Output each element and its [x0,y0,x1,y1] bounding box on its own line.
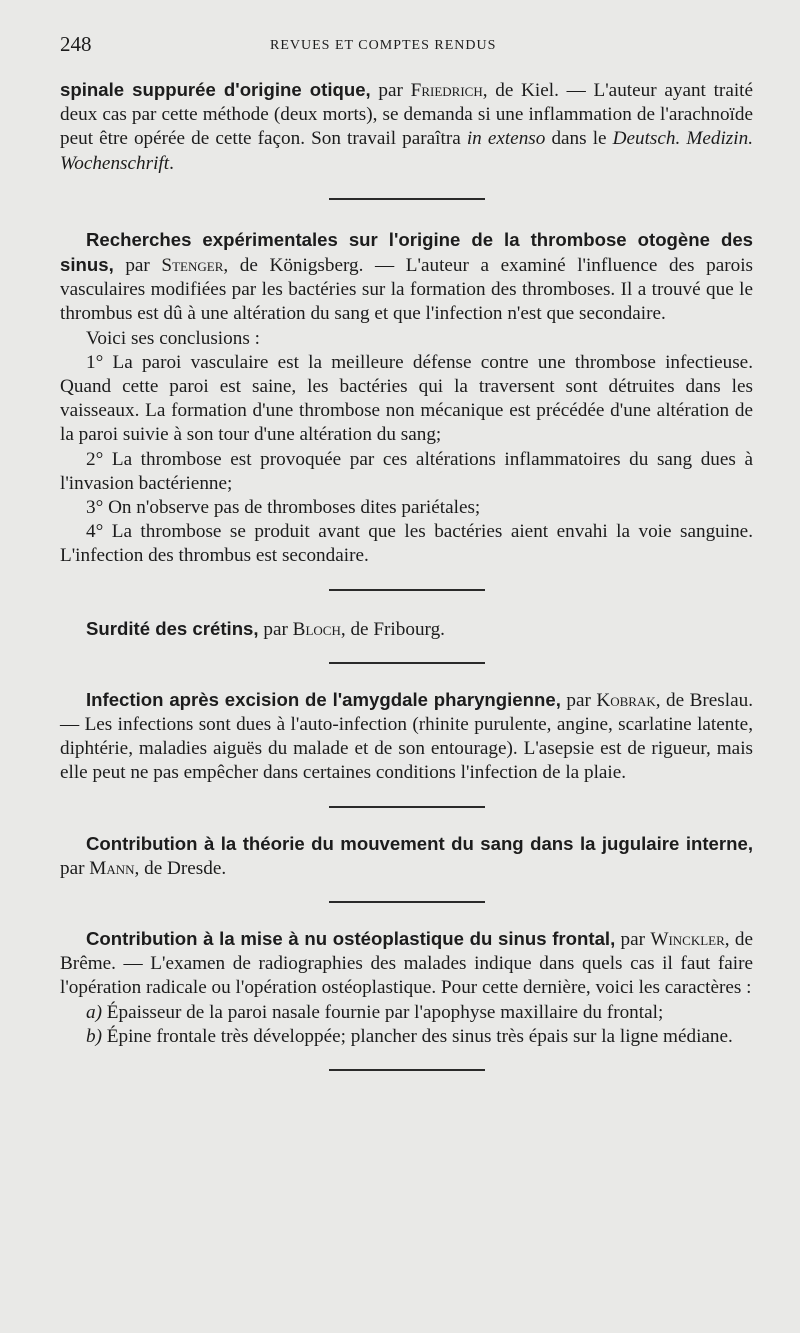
conclusion-item: 1° La paroi vasculaire est la meilleure défense contre une thrombose infectieuse. Quand cette paroi est saine, les bactéries qui la traversent sont détruites dans les vaisseaux. La formation d'une thrombose non mécanique est précédée d'une altération de la paroi suivie à son tour d'une altération du sang; [60,351,753,446]
page-number: 248 [60,32,92,56]
article-friedrich: spinale suppurée d'origine otique, par Friedrich, de Kiel. — L'auteur ayant traité deux cas par cette méthode (deux morts), se demanda si une inflammation de l'arachnoïde peut être opérée de cette façon. Son travail paraîtra in extenso dans le Deutsch. Medizin. Wochenschrift. [60,79,754,174]
article-bloch: Surdité des crétins, par Bloch, de Fribourg. [86,617,445,640]
characteristic-item: a) Épaisseur de la paroi nasale fournie par l'apophyse maxillaire du frontal; [86,1001,664,1023]
section-divider [329,1069,485,1071]
article-title: Contribution à la mise à nu ostéoplastique du sinus frontal, [86,928,616,950]
article-title: spinale suppurée d'origine otique, [60,79,371,100]
running-head: REVUES ET COMPTES RENDUS [270,38,497,53]
article-title: Infection après excision de l'amygdale pharyngienne, [86,688,561,710]
article-title: Contribution à la théorie du mouvement du sang dans la jugulaire interne, [86,832,753,854]
page-body [60,78,753,1071]
conclusion-item: 2° La thrombose est provoquée par ces altérations inflammatoires du sang dues à l'invasion bactérienne; [60,448,753,494]
article-mann: Contribution à la théorie du mouvement du sang dans la jugulaire interne, par Mann, de Dresde. [60,832,753,879]
characteristic-item: b) Épine frontale très développée; plancher des sinus très épais sur la ligne médiane. [86,1025,733,1047]
author-name: Friedrich [410,80,483,101]
author-name: Mann [89,857,135,879]
article-title: Surdité des crétins, [86,617,259,639]
article-title: Recherches expérimentales sur l'origine de la thrombose otogène des sinus, [60,228,753,276]
conclusions-intro: Voici ses conclusions : [86,327,260,349]
article-kobrak: Infection après excision de l'amygdale pharyngienne, par Kobrak, de Breslau. — Les infections sont dues à l'auto-infection (rhinite purulente, angine, scarlatine latente, diphtérie, maladies aiguës du malade et de son entourage). L'asepsie est de rigueur, mais elle peut ne pas empêcher dans certaines conditions l'infection de la plaie. [60,688,753,784]
conclusion-item: 3° On n'observe pas de thromboses dites pariétales; [86,497,481,519]
author-name: Kobrak [596,689,656,711]
page-header [60,32,760,62]
article-stenger: Recherches expérimentales sur l'origine de la thrombose otogène des sinus, par Stenger, de Königsberg. — L'auteur a examiné l'influence des parois vasculaires modifiées par les bactéries sur la formation des thromboses. Il a trouvé que le thrombus est dû à une altération du sang et que l'infection n'est que secondaire. [60,228,754,325]
author-name: Bloch [292,618,341,640]
author-name: Winckler [650,929,725,951]
author-name: Stenger [161,255,224,277]
article-winckler: Contribution à la mise à nu ostéoplastique du sinus frontal, par Winckler, de Brême. — L'examen de radiographies des malades indique dans quels cas il faut faire l'opération radicale ou l'opération ostéoplastique. Pour cette dernière, voici les caractères : [60,928,753,999]
conclusion-item: 4° La thrombose se produit avant que les bactéries aient envahi la voie sanguine. L'infection des thrombus est secondaire. [60,521,753,567]
